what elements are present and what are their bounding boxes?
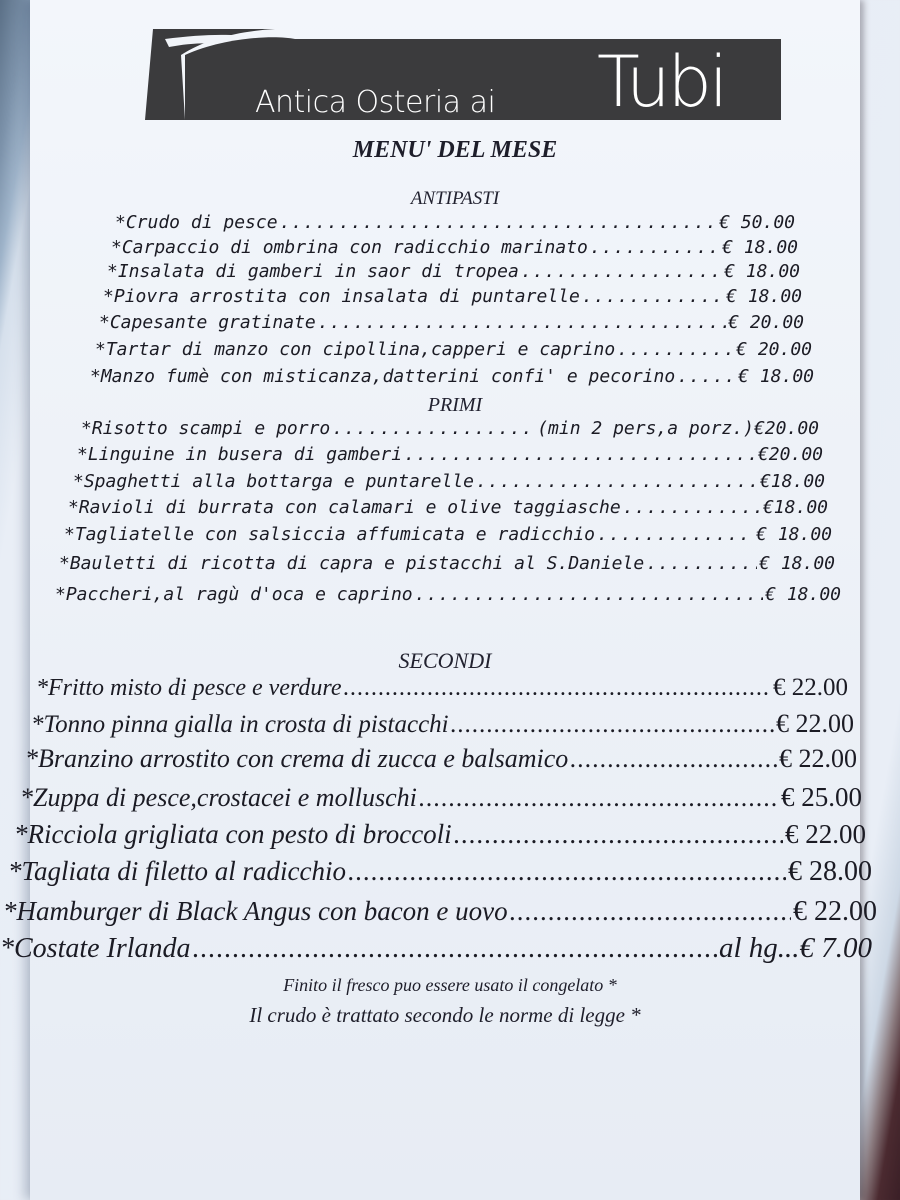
list-item: *Capesante gratinate ..... € 20.00 (99, 312, 804, 333)
list-item: *Bauletti di ricotta di capra e pistacchi al S.Daniele ..... € 18.00 (59, 553, 835, 574)
list-item: *Linguine in busera di gamberi ..... €20.00 (77, 444, 823, 465)
section-antipasti-heading: ANTIPASTI (410, 188, 500, 209)
footer-note-raw: Il crudo è trattato secondo le norme di legge * (249, 1003, 641, 1027)
list-item: *Spaghetti alla bottarga e puntarelle ..... €18.00 (73, 471, 825, 492)
list-item: *Insalata di gamberi in saor di tropea ..... € 18.00 (107, 261, 800, 282)
list-item: *Manzo fumè con misticanza,datterini confi' e pecorino ..... € 18.00 (90, 366, 814, 387)
list-item: *Risotto scampi e porro ..... (min 2 pers,a porz.) €20.00 (81, 418, 819, 439)
list-item: *Tonno pinna gialla in crosta di pistacchi ..... € 22.00 (31, 709, 854, 739)
list-item: *Zuppa di pesce,crostacei e molluschi ..... € 25.00 (20, 782, 862, 813)
list-item: *Piovra arrostita con insalata di puntarelle ..... € 18.00 (103, 286, 802, 307)
list-item: *Crudo di pesce ..... € 50.00 (115, 212, 795, 233)
list-item: *Ravioli di burrata con calamari e olive taggiasche ..... €18.00 (68, 497, 828, 518)
menu-title: MENU' DEL MESE (352, 137, 558, 163)
list-item: *Paccheri,al ragù d'oca e caprino ..... € 18.00 (55, 584, 841, 605)
list-item: *Branzino arrostito con crema di zucca e balsamico ..... € 22.00 (25, 744, 857, 774)
list-item: *Tartar di manzo con cipollina,capperi e caprino ..... € 20.00 (95, 339, 812, 360)
footer-note-frozen: Finito il fresco puo essere usato il congelato * (283, 975, 617, 995)
list-item: *Costate Irlanda ..... al hg...€ 7.00 (0, 932, 872, 965)
list-item: *Carpaccio di ombrina con radicchio marinato ..... € 18.00 (111, 237, 798, 258)
list-item: *Fritto misto di pesce e verdure ..... € 22.00 (36, 674, 848, 702)
list-item: *Tagliata di filetto al radicchio ..... € 28.00 (8, 856, 872, 888)
list-item: *Hamburger di Black Angus con bacon e uovo ..... € 22.00 (3, 896, 877, 928)
logo-text: Antica Osteria ai (255, 85, 496, 120)
list-item: *Tagliatelle con salsiccia affumicata e radicchio ..... € 18.00 (64, 524, 832, 545)
list-item: *Ricciola grigliata con pesto di broccoli ..... € 22.00 (14, 819, 866, 850)
logo-brand: Tubi (597, 41, 726, 123)
section-secondi-heading: SECONDI (398, 648, 492, 673)
restaurant-logo (145, 25, 785, 125)
section-primi-heading: PRIMI (427, 394, 483, 416)
